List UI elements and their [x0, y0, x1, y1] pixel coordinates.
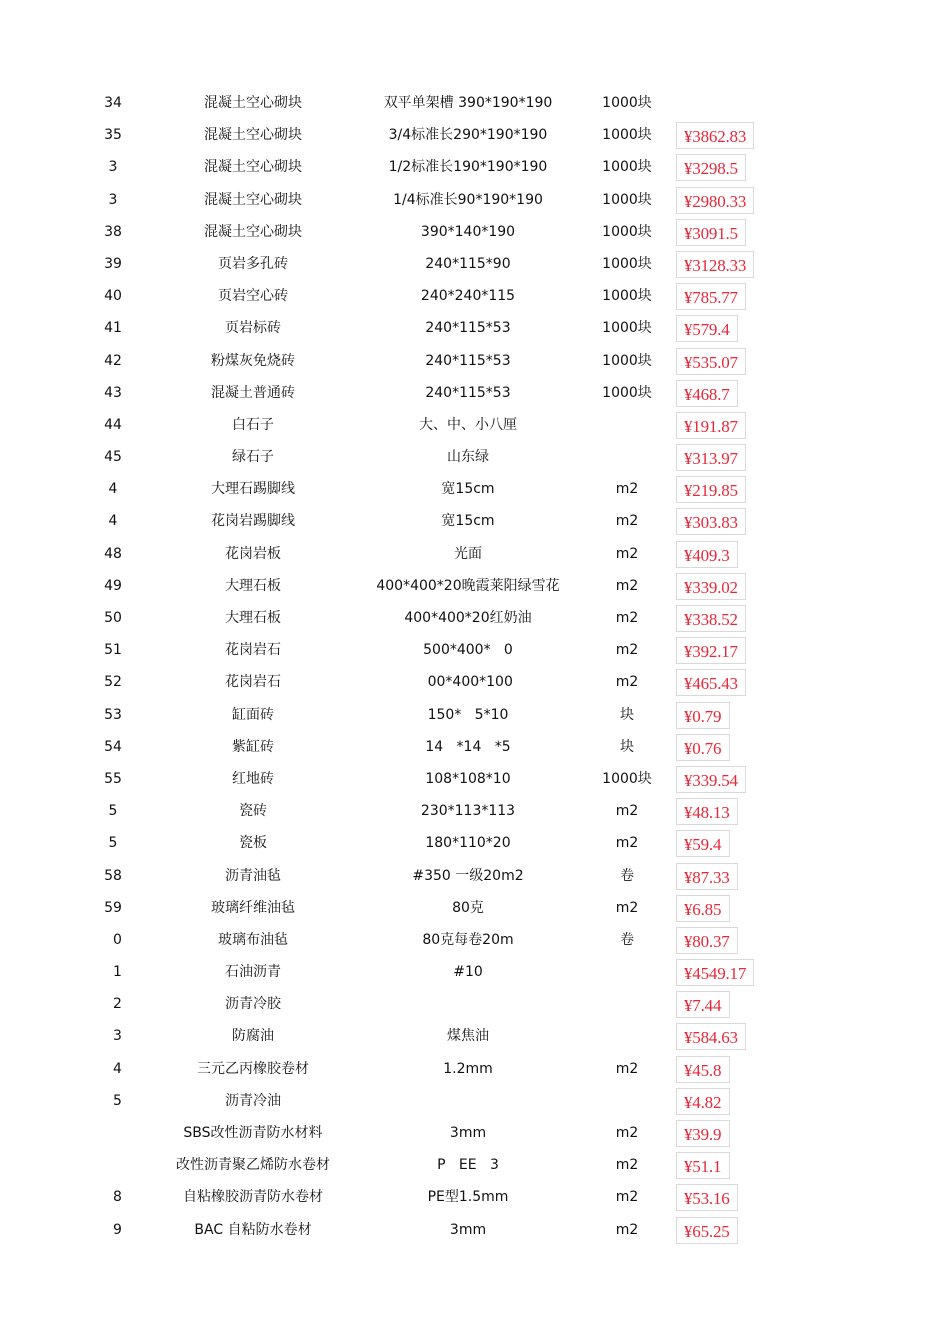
item-number-cell: 58	[104, 867, 122, 884]
table-row	[0, 280, 950, 312]
item-number-cell: 4	[108, 481, 118, 498]
table-row	[0, 666, 950, 698]
item-number-cell: 34	[104, 95, 122, 111]
material-spec-cell: #350 一级20m2	[412, 867, 524, 884]
material-name-cell: 石油沥青	[225, 964, 281, 981]
price-cell: ¥65.25	[676, 1217, 738, 1244]
item-number-cell: 39	[104, 255, 122, 272]
material-spec-cell: 80克每卷20m	[422, 931, 514, 948]
material-name-cell: 页岩多孔砖	[218, 255, 288, 272]
material-spec-cell: 240*240*115	[420, 288, 516, 305]
unit-cell: m2	[615, 674, 639, 691]
unit-cell: 1000块	[602, 159, 652, 176]
material-name-cell: 混凝土空心砌块	[204, 191, 302, 208]
material-spec-cell: 光面	[454, 545, 482, 562]
price-cell: ¥303.83	[676, 508, 746, 535]
material-spec-cell: 240*115*90	[425, 255, 511, 272]
table-row	[0, 699, 950, 731]
unit-cell	[592, 1085, 662, 1117]
table-row	[0, 731, 950, 763]
unit-cell: 1000块	[602, 191, 652, 208]
item-number-cell: 40	[104, 288, 122, 305]
item-number-cell: 4	[108, 513, 118, 530]
price-cell: ¥48.13	[676, 798, 738, 825]
price-table	[0, 87, 950, 1246]
price-cell: ¥51.1	[676, 1152, 730, 1179]
unit-cell: m2	[615, 1221, 639, 1238]
item-number-cell: 5	[108, 803, 118, 820]
material-name-cell: BAC 自粘防水卷材	[194, 1221, 312, 1238]
price-cell: ¥3862.83	[676, 122, 754, 149]
item-number-cell: 59	[104, 899, 122, 916]
price-cell: ¥53.16	[676, 1184, 738, 1211]
table-row	[0, 924, 950, 956]
price-cell: ¥7.44	[676, 991, 730, 1018]
table-row	[0, 1020, 950, 1052]
material-spec-cell: #10	[453, 964, 483, 981]
table-row	[0, 184, 950, 216]
table-row	[0, 1085, 950, 1117]
price-cell: ¥338.52	[676, 605, 746, 632]
price-cell: ¥409.3	[676, 541, 738, 568]
table-row	[0, 602, 950, 634]
unit-cell: 1000块	[602, 320, 652, 337]
table-row	[0, 1214, 950, 1246]
material-name-cell: 混凝土普通砖	[211, 384, 295, 401]
table-row	[0, 441, 950, 473]
material-name-cell: 沥青冷胶	[225, 996, 281, 1013]
unit-cell: 1000块	[602, 770, 652, 787]
item-number-cell: 41	[104, 320, 122, 337]
item-number-cell: 45	[104, 449, 122, 466]
material-name-cell: 大理石踢脚线	[211, 481, 295, 498]
material-name-cell: 玻璃布油毡	[218, 931, 288, 948]
price-cell: ¥785.77	[676, 283, 746, 310]
material-name-cell: 缸面砖	[232, 706, 274, 723]
unit-cell	[592, 1020, 662, 1052]
unit-cell: m2	[615, 1157, 639, 1174]
material-spec-cell: 3mm	[449, 1125, 487, 1141]
material-name-cell: 改性沥青聚乙烯防水卷材	[176, 1157, 330, 1174]
table-row	[0, 216, 950, 248]
price-cell: ¥313.97	[676, 444, 746, 471]
price-cell: ¥59.4	[676, 830, 730, 857]
material-name-cell: 绿石子	[232, 449, 274, 466]
unit-cell: m2	[615, 545, 639, 562]
item-number-cell: 3	[108, 191, 118, 208]
price-cell: ¥0.79	[676, 702, 730, 729]
unit-cell: m2	[615, 610, 639, 626]
table-row	[0, 409, 950, 441]
item-number-cell: 43	[104, 384, 122, 401]
table-row	[0, 892, 950, 924]
unit-cell: 卷	[620, 931, 634, 948]
material-spec-cell: 1/2标准长190*190*190	[388, 159, 548, 176]
item-number-cell: 54	[104, 738, 122, 755]
material-spec-cell: 500*400* 0	[423, 642, 513, 659]
material-name-cell: 瓷板	[239, 835, 267, 852]
unit-cell	[592, 409, 662, 441]
item-number-cell: 52	[104, 674, 122, 691]
price-cell: ¥584.63	[676, 1023, 746, 1050]
unit-cell	[592, 441, 662, 473]
material-spec-cell: 240*115*53	[425, 320, 511, 337]
material-name-cell: 三元乙丙橡胶卷材	[197, 1060, 309, 1077]
item-number-cell	[90, 1149, 136, 1181]
material-spec-cell: 3mm	[449, 1221, 487, 1238]
material-name-cell: 混凝土空心砌块	[204, 95, 302, 111]
unit-cell: 1000块	[602, 384, 652, 401]
unit-cell: m2	[615, 642, 639, 659]
unit-cell: m2	[615, 835, 639, 852]
material-name-cell: 花岗岩板	[225, 545, 281, 562]
price-cell: ¥0.76	[676, 734, 730, 761]
price-cell: ¥87.33	[676, 863, 738, 890]
table-row	[0, 248, 950, 280]
price-cell: ¥579.4	[676, 315, 738, 342]
item-number-cell: 49	[104, 577, 122, 594]
material-name-cell: 混凝土空心砌块	[204, 127, 302, 144]
price-cell: ¥3128.33	[676, 251, 754, 278]
item-number-cell: 2	[104, 996, 122, 1013]
material-spec-cell: 煤焦油	[447, 1028, 489, 1045]
table-row	[0, 1149, 950, 1181]
material-name-cell: 沥青冷油	[225, 1092, 281, 1109]
price-cell: ¥219.85	[676, 476, 746, 503]
item-number-cell: 35	[104, 127, 122, 144]
material-name-cell: 玻璃纤维油毡	[211, 899, 295, 916]
price-cell: ¥4549.17	[676, 959, 754, 986]
unit-cell: 1000块	[602, 352, 652, 369]
unit-cell: m2	[615, 899, 639, 916]
table-row	[0, 860, 950, 892]
item-number-cell	[90, 1117, 136, 1149]
unit-cell: m2	[615, 513, 639, 530]
material-name-cell: 大理石板	[225, 610, 281, 626]
table-row	[0, 1053, 950, 1085]
unit-cell: m2	[615, 481, 639, 498]
material-spec-cell: 1/4标准长90*190*190	[393, 191, 543, 208]
table-row	[0, 345, 950, 377]
item-number-cell: 8	[104, 1189, 122, 1206]
unit-cell: 块	[620, 738, 634, 755]
material-spec-cell: 80克	[452, 899, 484, 916]
material-spec-cell: 3/4标准长290*190*190	[388, 127, 548, 144]
material-spec-cell: 400*400*20红奶油	[404, 610, 532, 626]
price-cell: ¥6.85	[676, 895, 730, 922]
table-row	[0, 505, 950, 537]
material-spec-cell: 240*115*53	[425, 352, 511, 369]
material-spec-cell: 双平单架槽 390*190*190	[383, 95, 553, 111]
table-row	[0, 634, 950, 666]
item-number-cell: 4	[104, 1060, 122, 1077]
table-row	[0, 119, 950, 151]
item-number-cell: 50	[104, 610, 122, 626]
material-name-cell: 防腐油	[232, 1028, 274, 1045]
material-name-cell: 紫缸砖	[232, 738, 274, 755]
material-spec-cell	[350, 988, 586, 1020]
material-name-cell: 自粘橡胶沥青防水卷材	[183, 1189, 323, 1206]
price-cell: ¥468.7	[676, 380, 738, 407]
material-spec-cell: 108*108*10	[425, 770, 511, 787]
material-spec-cell: 山东绿	[447, 449, 489, 466]
table-row	[0, 827, 950, 859]
material-spec-cell: 宽15cm	[441, 513, 495, 530]
table-row	[0, 377, 950, 409]
item-number-cell: 53	[104, 706, 122, 723]
material-name-cell: 混凝土空心砌块	[204, 159, 302, 176]
price-cell: ¥191.87	[676, 412, 746, 439]
material-spec-cell: 1.2mm	[443, 1060, 493, 1077]
item-number-cell: 38	[104, 223, 122, 240]
price-cell: ¥80.37	[676, 927, 738, 954]
unit-cell: 1000块	[602, 95, 652, 111]
table-row	[0, 988, 950, 1020]
price-cell: ¥4.82	[676, 1088, 730, 1115]
unit-cell: 1000块	[602, 255, 652, 272]
material-name-cell: 混凝土空心砌块	[204, 223, 302, 240]
item-number-cell: 3	[104, 1028, 122, 1045]
material-spec-cell: 230*113*113	[420, 803, 516, 820]
price-cell: ¥392.17	[676, 637, 746, 664]
material-name-cell: SBS改性沥青防水材料	[183, 1125, 323, 1141]
price-cell: ¥465.43	[676, 669, 746, 696]
table-row	[0, 538, 950, 570]
material-spec-cell: P EE 3	[437, 1157, 499, 1174]
table-row	[0, 570, 950, 602]
material-name-cell: 粉煤灰免烧砖	[211, 352, 295, 369]
material-spec-cell: 宽15cm	[441, 481, 495, 498]
material-name-cell: 页岩标砖	[225, 320, 281, 337]
unit-cell: m2	[615, 1125, 639, 1141]
price-cell: ¥339.02	[676, 573, 746, 600]
item-number-cell: 51	[104, 642, 122, 659]
price-cell: ¥339.54	[676, 766, 746, 793]
item-number-cell: 5	[104, 1092, 122, 1109]
material-name-cell: 花岗岩踢脚线	[211, 513, 295, 530]
unit-cell: m2	[615, 1060, 639, 1077]
material-name-cell: 花岗岩石	[225, 674, 281, 691]
table-row	[0, 312, 950, 344]
unit-cell: 1000块	[602, 223, 652, 240]
material-spec-cell: 180*110*20	[425, 835, 511, 852]
item-number-cell: 9	[104, 1221, 122, 1238]
material-spec-cell: 390*140*190	[420, 223, 516, 240]
unit-cell: m2	[615, 803, 639, 820]
unit-cell: 卷	[620, 867, 634, 884]
unit-cell: 块	[620, 706, 634, 723]
table-row	[0, 1117, 950, 1149]
material-spec-cell: 400*400*20晚霞莱阳绿雪花	[376, 577, 560, 594]
table-row	[0, 473, 950, 505]
item-number-cell: 42	[104, 352, 122, 369]
price-cell: ¥39.9	[676, 1120, 730, 1147]
item-number-cell: 1	[104, 964, 122, 981]
item-number-cell: 48	[104, 545, 122, 562]
material-spec-cell: 150* 5*10	[427, 706, 509, 723]
material-spec-cell: PE型1.5mm	[427, 1189, 509, 1206]
material-spec-cell: 14 *14 *5	[425, 738, 511, 755]
unit-cell	[592, 956, 662, 988]
material-spec-cell: 240*115*53	[425, 384, 511, 401]
material-name-cell: 沥青油毡	[225, 867, 281, 884]
item-number-cell: 0	[104, 931, 122, 948]
price-cell: ¥2980.33	[676, 187, 754, 214]
price-cell: ¥3091.5	[676, 219, 746, 246]
table-row	[0, 763, 950, 795]
material-name-cell: 花岗岩石	[225, 642, 281, 659]
unit-cell: 1000块	[602, 288, 652, 305]
unit-cell: 1000块	[602, 127, 652, 144]
item-number-cell: 5	[108, 835, 118, 852]
table-row	[0, 795, 950, 827]
unit-cell: m2	[615, 1189, 639, 1206]
material-spec-cell: 00*400*100	[423, 674, 513, 691]
item-number-cell: 44	[104, 416, 122, 433]
price-cell: ¥3298.5	[676, 154, 746, 181]
material-name-cell: 红地砖	[232, 770, 274, 787]
price-cell: ¥45.8	[676, 1056, 730, 1083]
material-spec-cell: 大、中、小八厘	[419, 416, 517, 433]
material-name-cell: 页岩空心砖	[218, 288, 288, 305]
item-number-cell: 3	[108, 159, 118, 176]
unit-cell	[592, 988, 662, 1020]
material-name-cell: 大理石板	[225, 577, 281, 594]
material-name-cell: 瓷砖	[239, 803, 267, 820]
material-spec-cell	[350, 1085, 586, 1117]
material-name-cell: 白石子	[232, 416, 274, 433]
item-number-cell: 55	[104, 770, 122, 787]
table-row	[0, 87, 950, 119]
unit-cell: m2	[615, 577, 639, 594]
table-row	[0, 956, 950, 988]
table-row	[0, 151, 950, 183]
table-row	[0, 1181, 950, 1213]
price-cell: ¥535.07	[676, 348, 746, 375]
